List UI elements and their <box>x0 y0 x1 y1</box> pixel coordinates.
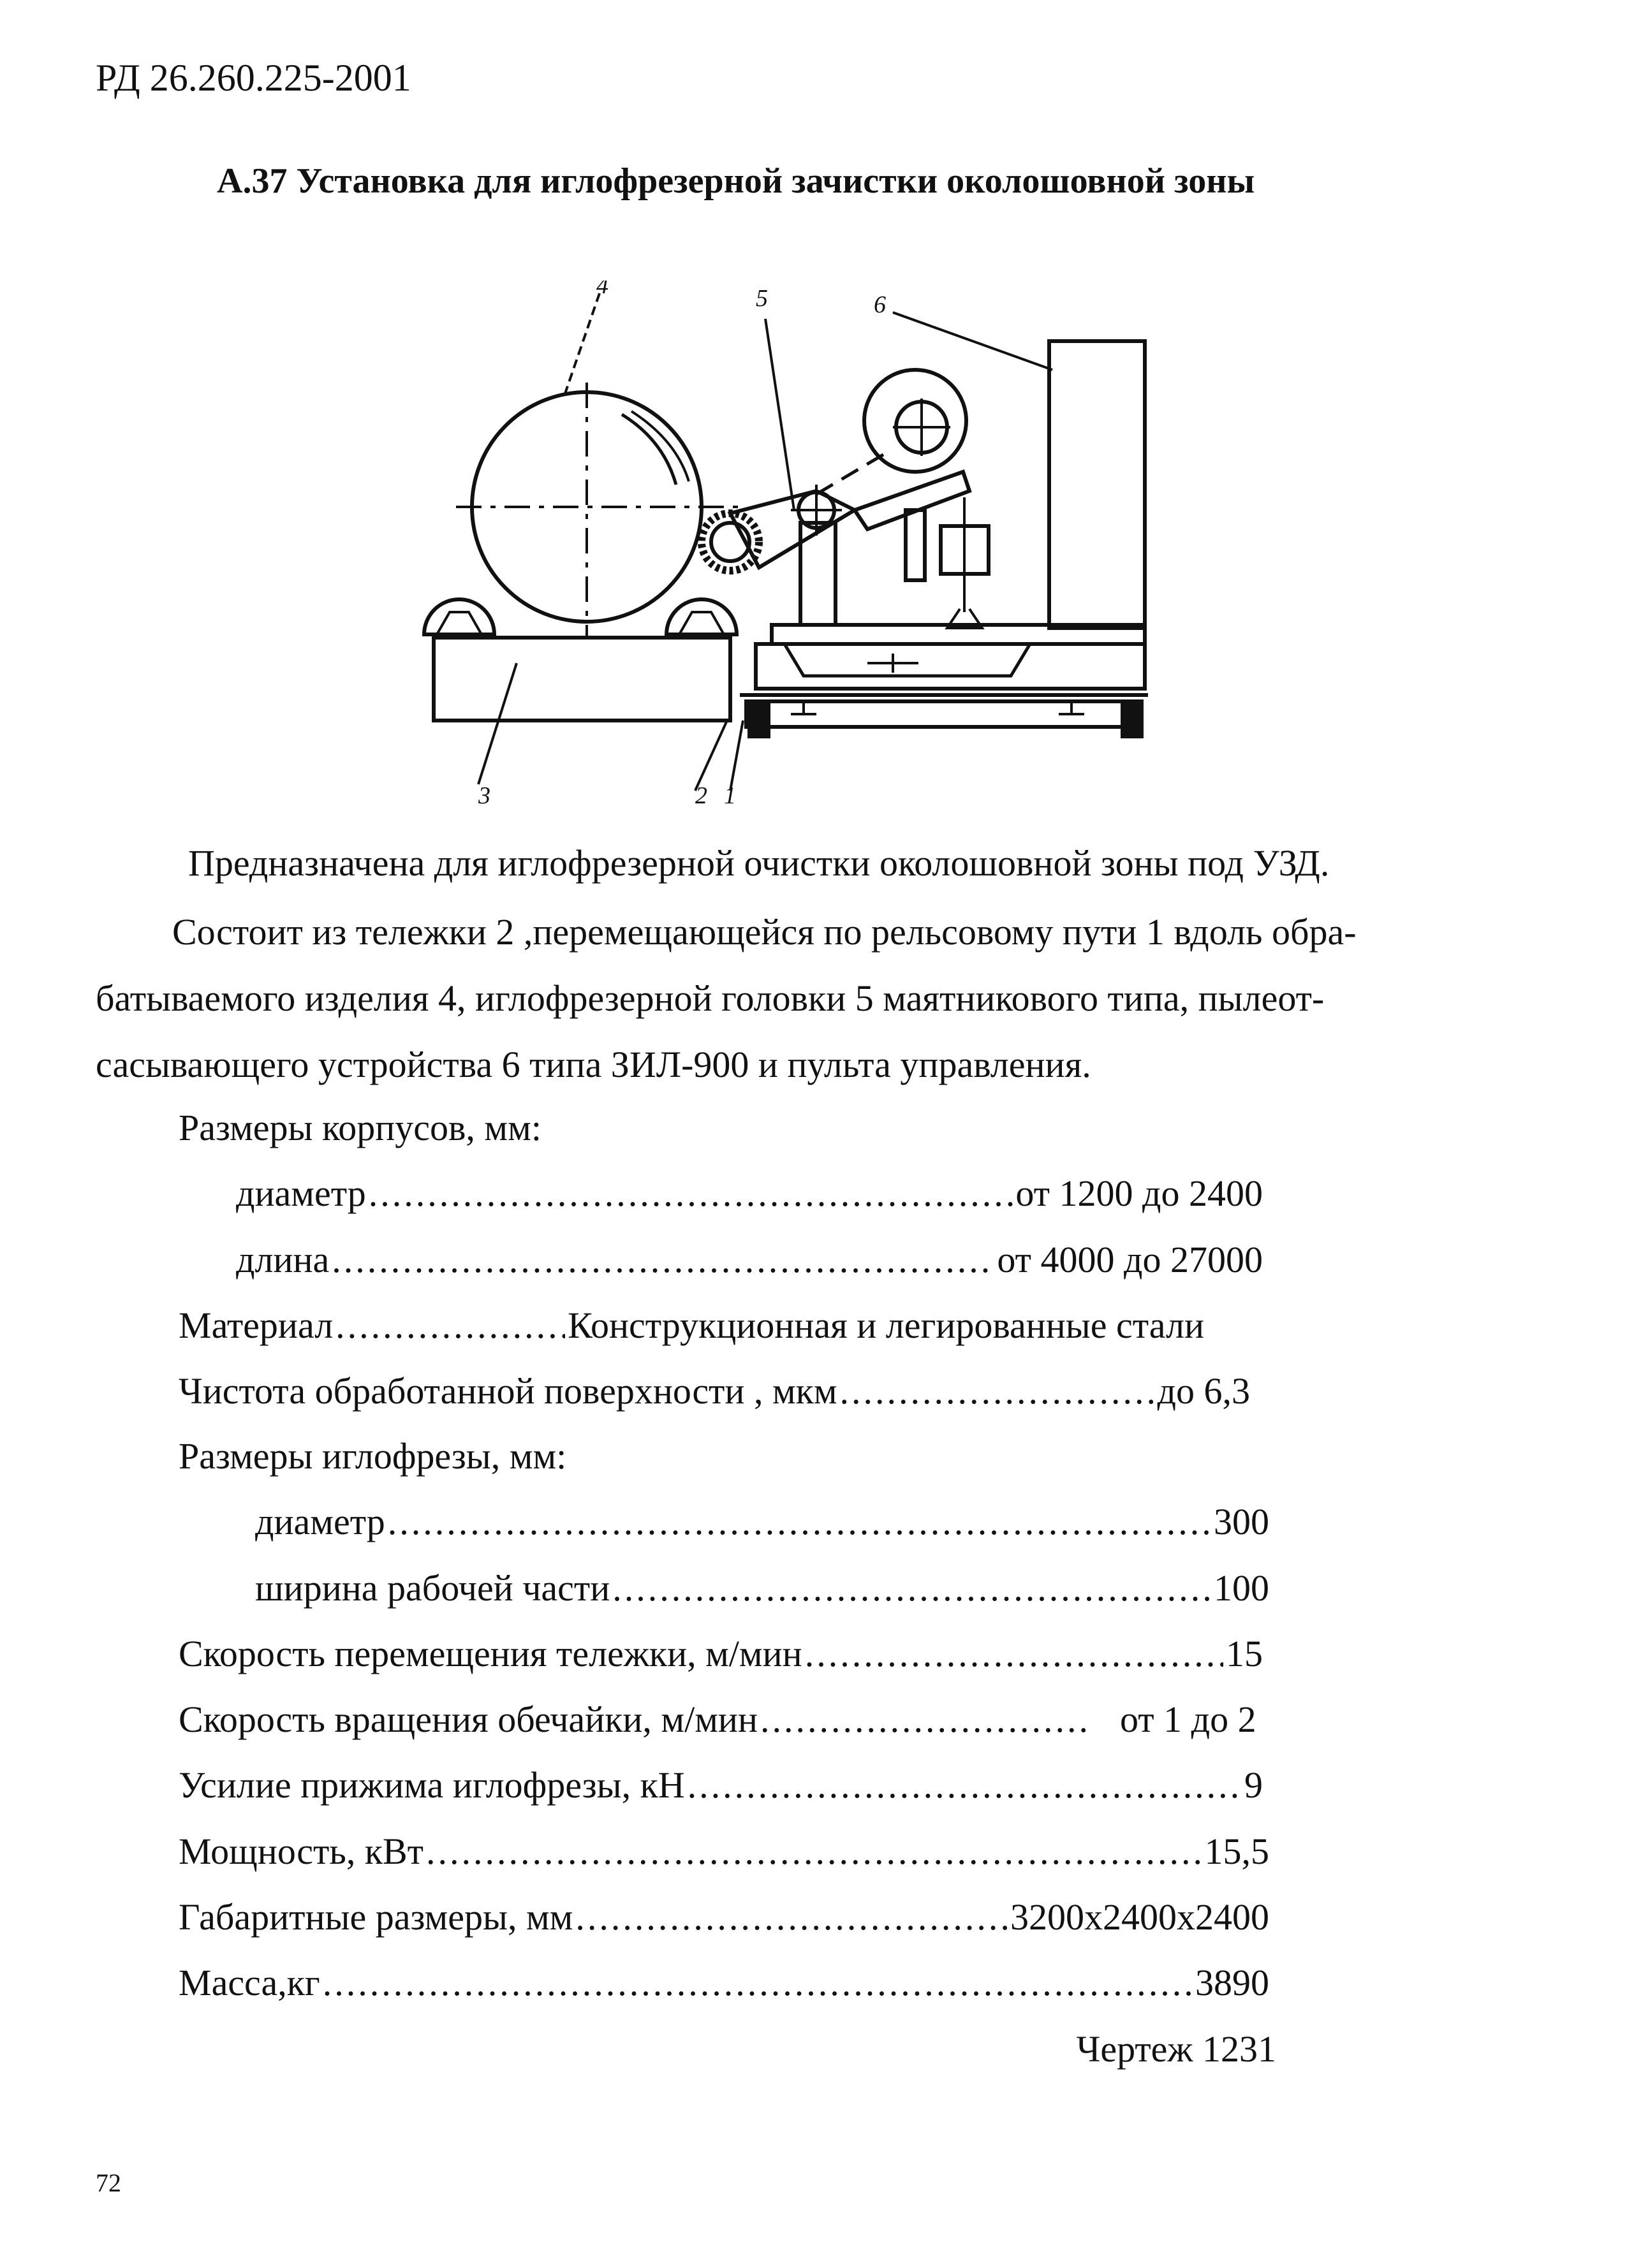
spec-label: диаметр <box>236 1173 366 1214</box>
spec-value: 3890 <box>1195 1962 1269 2003</box>
spec-pressure <box>179 1764 1263 1806</box>
drawing-reference: Чертеж 1231 <box>1076 2028 1276 2070</box>
document-code: РД 26.260.225-2001 <box>96 57 411 99</box>
spec-label: Скорость вращения обечайки, м/мин <box>179 1699 758 1740</box>
machine-schematic <box>408 281 1148 829</box>
spec-value: 100 <box>1214 1567 1269 1609</box>
spec-label: диаметр <box>255 1501 385 1542</box>
spec-label: длина <box>236 1239 330 1280</box>
spec-surface-finish <box>179 1370 1250 1412</box>
spec-mass <box>179 1961 1269 2004</box>
spec-material <box>179 1304 1231 1347</box>
spec-value: 15 <box>1226 1633 1263 1674</box>
callout-5: 5 <box>756 285 768 312</box>
spec-value: до 6,3 <box>1157 1370 1250 1412</box>
purpose-text: Предназначена для иглофрезерной очистки околошовной зоны под УЗД. <box>188 842 1330 884</box>
dust-extractor <box>1049 341 1145 628</box>
description-line-1: Состоит из тележки 2 ,перемещающейся по рельсовому пути 1 вдоль обра- <box>172 911 1357 953</box>
spec-cutter-width <box>255 1567 1269 1609</box>
spec-hull-length <box>236 1238 1263 1281</box>
cart-frame <box>756 644 1145 689</box>
spec-value: 300 <box>1214 1501 1269 1542</box>
spec-value: Конструкционная и легированные стали <box>568 1305 1205 1346</box>
spec-value: от 1200 до 2400 <box>1015 1173 1263 1214</box>
callout-4: 4 <box>596 281 608 299</box>
section-title: А.37 Установка для иглофрезерной зачистки околошовной зоны <box>217 161 1255 201</box>
spec-dimensions <box>179 1896 1269 1938</box>
spec-cart-speed <box>179 1632 1263 1675</box>
callout-1: 1 <box>724 782 736 809</box>
spec-value: 9 <box>1244 1764 1263 1806</box>
spec-power <box>179 1830 1269 1873</box>
spec-cutter-diameter <box>255 1500 1269 1543</box>
description-line-3: сасывающего устройства 6 типа ЗИЛ-900 и пульта управления. <box>96 1044 1091 1085</box>
hull-sizes-heading: Размеры корпусов, мм: <box>179 1107 541 1148</box>
spec-value: от 1 до 2 <box>1120 1699 1256 1740</box>
callout-2: 2 <box>695 782 707 809</box>
support-roller-left <box>424 599 494 634</box>
base-frame <box>434 638 730 721</box>
spec-value: 15,5 <box>1204 1831 1269 1872</box>
spec-label: Усилие прижима иглофрезы, кН <box>179 1764 685 1806</box>
description-line-2: батываемого изделия 4, иглофрезерной головки 5 маятникового типа, пылеот- <box>96 977 1325 1019</box>
spec-label: Чистота обработанной поверхности , мкм <box>179 1370 837 1412</box>
spec-label: ширина рабочей части <box>255 1567 610 1609</box>
callout-6: 6 <box>874 291 886 318</box>
spec-shell-speed <box>179 1698 1263 1741</box>
spec-label: Скорость перемещения тележки, м/мин <box>179 1633 802 1674</box>
support-roller-right <box>666 599 737 634</box>
spec-label: Габаритные размеры, мм <box>179 1896 573 1938</box>
callout-3: 3 <box>478 782 490 809</box>
spec-label: Масса,кг <box>179 1962 320 2003</box>
cutter-sizes-heading: Размеры иглофрезы, мм: <box>179 1435 567 1477</box>
technical-drawing <box>408 281 1148 829</box>
spec-label: Материал <box>179 1305 334 1346</box>
page-number: 72 <box>96 2169 121 2197</box>
spec-hull-diameter <box>236 1172 1263 1215</box>
spec-value: 3200х2400х2400 <box>1010 1896 1269 1938</box>
spec-value: от 4000 до 27000 <box>997 1239 1263 1280</box>
spec-label: Мощность, кВт <box>179 1831 424 1872</box>
